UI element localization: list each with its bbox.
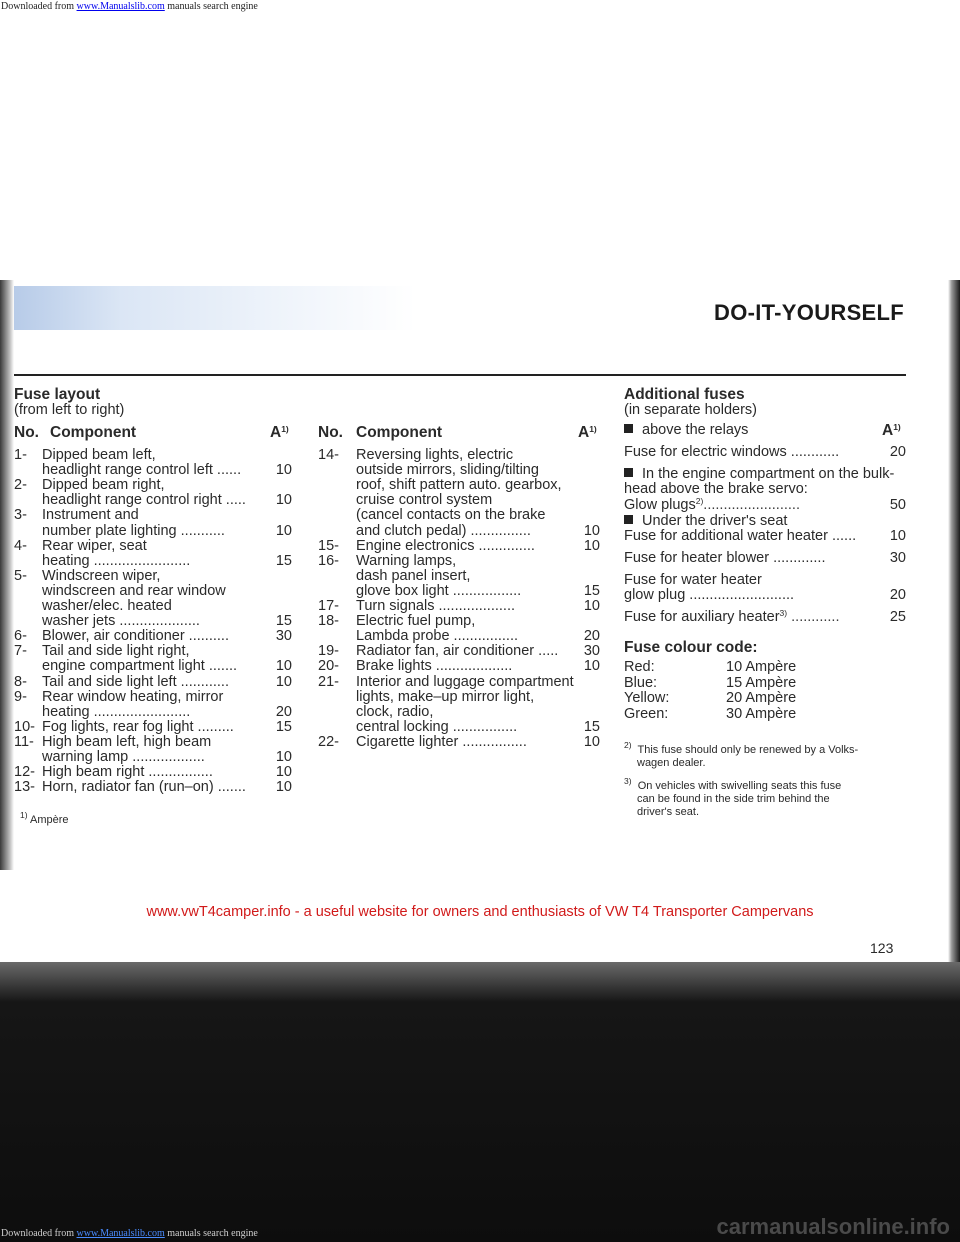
footnote-3-line-3: driver's seat. — [637, 806, 700, 818]
fuse-ampere-value: 10 — [275, 522, 292, 539]
fuse-number: 12- — [14, 764, 35, 781]
fuse-ampere-value: 10 — [583, 598, 600, 614]
watermark-text: carmanualsonline.info — [716, 1214, 950, 1239]
electric-windows-value: 20 — [889, 444, 906, 460]
bullet-icon — [624, 468, 633, 477]
fuse-component-text: Rear window heating, mirror — [42, 688, 224, 705]
fuse-component-text: windscreen and rear window — [42, 582, 226, 599]
fuse-component-text: central locking ................ — [356, 718, 518, 735]
fuse-component-text: Interior and luggage compartment — [356, 673, 574, 690]
fuse-component-text: Instrument and — [42, 507, 139, 524]
col-component-header-2: Component — [356, 424, 443, 441]
glow-plugs-label: Glow plugs$^{2)}$........................ — [624, 496, 800, 513]
fuse-component-text: Lambda probe ................ — [356, 628, 518, 645]
fuse-number: 18- — [318, 613, 339, 630]
fuse-number: 17- — [318, 598, 339, 614]
colour-ampere: 10 Ampère — [726, 659, 797, 675]
col-no-header: No. — [14, 424, 39, 441]
footnote-ampere: $^{1)}$ Ampère — [20, 810, 69, 826]
fuse-ampere-value: 15 — [275, 718, 292, 735]
fuse-ampere-value: 10 — [583, 522, 600, 539]
footnote-2-line-2: wagen dealer. — [637, 757, 706, 769]
fuse-number: 8- — [14, 673, 27, 690]
page-edge-shadow-right — [948, 280, 960, 970]
manualslib-link[interactable]: www.Manualslib.com — [76, 1228, 165, 1239]
fuse-layout-subtitle: (from left to right) — [14, 402, 125, 418]
fuse-component-text: washer/elec. heated — [42, 598, 172, 614]
fuse-ampere-value: 10 — [275, 779, 292, 796]
fuse-component-text: Tail and side light right, — [42, 643, 190, 660]
colour-ampere: 20 Ampère — [726, 690, 797, 706]
download-suffix: manuals search engine — [164, 1228, 258, 1239]
col-ampere-header-2: $A^{1)}$ — [578, 424, 597, 441]
fuse-component-text: number plate lighting ........... — [42, 522, 225, 539]
fuse-ampere-value: 10 — [275, 658, 292, 675]
fuse-number: 1- — [14, 447, 27, 463]
col-component-header: Component — [50, 424, 137, 441]
heater-blower-value: 30 — [889, 550, 906, 566]
fuse-number: 11- — [14, 733, 34, 750]
fuse-component-text: Electric fuel pump, — [356, 613, 476, 630]
additional-fuses-title: Additional fuses — [624, 386, 745, 403]
header-rule — [14, 374, 906, 376]
fuse-ampere-value: 15 — [583, 718, 600, 735]
fuse-ampere-value: 15 — [583, 582, 600, 599]
fuse-component-text: Dipped beam left, — [42, 447, 156, 463]
footnote-2-line-1: $^{2)}$ This fuse should only be renewed by a Volks- — [624, 740, 859, 756]
fuse-component-text: and clutch pedal) ............... — [356, 522, 531, 539]
bullet-icon — [624, 515, 633, 524]
electric-windows-label: Fuse for electric windows ............ — [624, 444, 840, 460]
col-ampere-header-3: $A^{1)}$ — [882, 422, 901, 439]
fuse-number: 4- — [14, 537, 27, 554]
download-suffix: manuals search engine — [164, 1, 258, 12]
fuse-component-text: (cancel contacts on the brake — [356, 507, 546, 524]
fuse-number: 13- — [14, 779, 35, 796]
col-ampere-header: $A^{1)}$ — [270, 424, 289, 441]
fuse-component-text: dash panel insert, — [356, 567, 471, 584]
colour-ampere: 15 Ampère — [726, 674, 797, 691]
website-note: www.vwT4camper.info - a useful website for owners and enthusiasts of VW T4 Transporter Campervans — [146, 904, 814, 920]
aux-heater-value: 25 — [889, 609, 906, 625]
fuse-number: 2- — [14, 477, 27, 494]
fuse-ampere-value: 10 — [275, 749, 292, 765]
water-heater-glow-value: 20 — [889, 587, 906, 603]
fuse-number: 22- — [318, 733, 339, 750]
section-title: DO-IT-YOURSELF — [714, 300, 904, 325]
colour-name: Yellow: — [624, 690, 670, 706]
fuse-component-text: High beam left, high beam — [42, 733, 212, 750]
colour-ampere: 30 Ampère — [726, 705, 797, 722]
colour-name: Green: — [624, 705, 669, 722]
fuse-ampere-value: 15 — [275, 552, 292, 569]
fuse-component-text: cruise control system — [356, 492, 493, 509]
fuse-component-text: warning lamp .................. — [42, 749, 205, 765]
fuse-number: 3- — [14, 507, 27, 524]
fuse-layout-title: Fuse layout — [14, 386, 101, 403]
water-heater-glow-label-2: glow plug .......................... — [624, 587, 795, 603]
fuse-ampere-value: 10 — [275, 764, 292, 781]
aux-heater-label: Fuse for auxiliary heater$^{3)}$ ............ — [624, 608, 840, 625]
colour-name: Blue: — [624, 674, 658, 691]
scan-dark-margin — [0, 962, 960, 1242]
fuse-number: 9- — [14, 688, 27, 705]
fuse-number: 10- — [14, 718, 35, 735]
glow-plugs-value: 50 — [889, 497, 906, 513]
fuse-component-text: Dipped beam right, — [42, 477, 165, 494]
fuse-component-text: Engine electronics .............. — [356, 537, 535, 554]
download-header — [0, 0, 960, 14]
fuse-ampere-value: 10 — [275, 673, 292, 690]
fuse-ampere-value: 15 — [275, 613, 292, 630]
fuse-component-text: High beam right ................ — [42, 764, 213, 781]
fuse-component-text: roof, shift pattern auto. gearbox, — [356, 477, 562, 494]
fuse-component-text: Warning lamps, — [356, 552, 457, 569]
colour-code-title: Fuse colour code: — [624, 639, 758, 656]
fuse-ampere-value: 10 — [275, 462, 292, 479]
fuse-component-text: outside mirrors, sliding/tilting — [356, 462, 539, 479]
fuse-component-text: clock, radio, — [356, 703, 434, 720]
page-edge-shadow-left — [0, 280, 14, 870]
fuse-component-text: Horn, radiator fan (run–on) ....... — [42, 779, 246, 796]
fuse-component-text: washer jets .................... — [42, 613, 200, 630]
bullet-above-relays: above the relays — [624, 423, 748, 439]
fuse-ampere-value: 30 — [583, 643, 600, 660]
download-footer — [0, 1226, 960, 1242]
fuse-component-text: Turn signals ................... — [356, 598, 516, 614]
additional-fuses-subtitle: (in separate holders) — [624, 402, 757, 418]
fuse-number: 6- — [14, 628, 27, 645]
fuse-ampere-value: 10 — [583, 733, 600, 750]
fuse-number: 20- — [318, 658, 339, 675]
fuse-component-text: heating ........................ — [42, 552, 191, 569]
bullet-drivers-seat: Under the driver's seat — [624, 514, 787, 530]
fuse-ampere-value: 20 — [275, 703, 292, 720]
fuse-number: 7- — [14, 643, 27, 660]
fuse-component-text: headlight range control left ...... — [42, 462, 242, 479]
fuse-component-text: Rear wiper, seat — [42, 537, 147, 554]
fuse-ampere-value: 20 — [583, 628, 600, 645]
water-heater-label: Fuse for additional water heater ...... — [624, 528, 857, 544]
fuse-ampere-value: 30 — [275, 628, 292, 645]
col-no-header-2: No. — [318, 424, 343, 441]
fuse-number: 21- — [318, 673, 339, 690]
fuse-number: 14- — [318, 447, 339, 463]
download-prefix: Downloaded from — [1, 1, 77, 12]
fuse-component-text: Tail and side light left ............ — [42, 673, 229, 690]
fuse-number: 5- — [14, 567, 27, 584]
fuse-component-text: headlight range control right ..... — [42, 492, 246, 509]
fuse-component-text: engine compartment light ....... — [42, 658, 238, 675]
colour-name: Red: — [624, 659, 655, 675]
bullet-icon — [624, 424, 633, 433]
bullet-engine-compartment-l2: head above the brake servo: — [624, 481, 808, 497]
fuse-component-text: Brake lights ................... — [356, 658, 513, 675]
water-heater-glow-label-1: Fuse for water heater — [624, 572, 762, 588]
fuse-component-text: lights, make–up mirror light, — [356, 688, 535, 705]
fuse-ampere-value: 10 — [583, 537, 600, 554]
heater-blower-label: Fuse for heater blower ............. — [624, 550, 826, 566]
fuse-number: 19- — [318, 643, 339, 660]
fuse-component-text: Radiator fan, air conditioner ..... — [356, 643, 559, 660]
footnote-3-line-1: $^{3)}$ On vehicles with swivelling seats this fuse — [624, 776, 842, 792]
bullet-engine-compartment: In the engine compartment on the bulk- — [624, 467, 894, 483]
fuse-component-text: Reversing lights, electric — [356, 447, 514, 463]
fuse-component-text: heating ........................ — [42, 703, 191, 720]
fuse-ampere-value: 10 — [275, 492, 292, 509]
manualslib-link[interactable]: www.Manualslib.com — [76, 1, 165, 12]
fuse-component-text: Blower, air conditioner .......... — [42, 628, 229, 645]
fuse-number: 16- — [318, 552, 339, 569]
fuse-component-text: Fog lights, rear fog light ......... — [42, 718, 234, 735]
footnote-3-line-2: can be found in the side trim behind the — [637, 793, 830, 805]
download-prefix: Downloaded from — [1, 1228, 77, 1239]
fuse-number: 15- — [318, 537, 339, 554]
fuse-component-text: glove box light ................. — [356, 582, 522, 599]
water-heater-value: 10 — [889, 528, 906, 544]
page-number: 123 — [870, 940, 894, 956]
fuse-component-text: Cigarette lighter ................ — [356, 733, 527, 750]
fuse-ampere-value: 10 — [583, 658, 600, 675]
fuse-component-text: Windscreen wiper, — [42, 567, 161, 584]
